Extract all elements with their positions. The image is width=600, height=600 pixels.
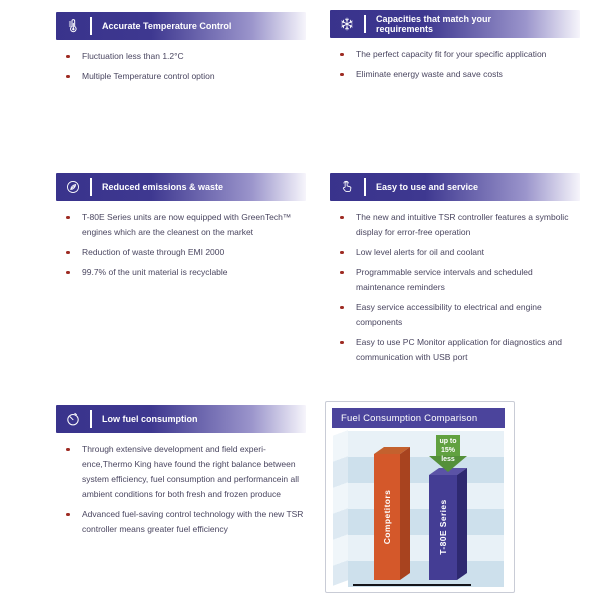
chart-left-wall: [333, 430, 348, 585]
bullet-list: [330, 47, 580, 82]
bullet-text: Through extensive development and field experi-ence,Thermo King have found the right balance between system efficiency, fuel consumption and performancein all ambient conditions for both fresh and frozen produce: [82, 444, 300, 499]
list-item: [330, 335, 580, 365]
fuel-consumption-chart: [325, 401, 515, 593]
bullet-dot: [340, 251, 344, 255]
list-item: [330, 67, 580, 82]
section-accurate-temperature-control: [56, 12, 306, 89]
list-item: [56, 245, 306, 260]
bullet-text: Eliminate energy waste and save costs: [356, 69, 503, 79]
hand-tap-icon: [330, 173, 364, 201]
bullet-dot: [340, 53, 344, 57]
bullet-dot: [340, 306, 344, 310]
section-banner: [56, 12, 306, 40]
bullet-text: Advanced fuel-saving control technology with the new TSR controller means greater fuel efficiency: [82, 509, 304, 534]
bullet-dot: [340, 216, 344, 220]
annotation-line-2: 15%: [440, 447, 456, 454]
chart-bars-svg: [348, 431, 504, 589]
bar-competitors: [374, 447, 410, 580]
list-item: [56, 69, 306, 84]
section-banner: [330, 173, 580, 201]
gauge-icon: [56, 405, 90, 433]
list-item: [330, 245, 580, 260]
bullet-list: [56, 442, 306, 537]
section-title: Easy to use and service: [376, 181, 479, 192]
bullet-dot: [66, 513, 70, 517]
bullet-dot: [66, 271, 70, 275]
section-title: Capacities that match your requirements: [376, 13, 492, 34]
section-capacities: [330, 10, 580, 87]
section-easy-to-use: [330, 173, 580, 370]
bullet-text: The new and intuitive TSR controller features a symbolic display for error-free operation: [356, 212, 569, 237]
list-item: [56, 210, 306, 240]
bullet-text: 99.7% of the unit material is recyclable: [82, 267, 228, 277]
bullet-text: Reduction of waste through EMI 2000: [82, 247, 225, 257]
bullet-dot: [340, 73, 344, 77]
bar-label-competitors: Competitors: [382, 489, 392, 545]
bullet-dot: [66, 216, 70, 220]
bullet-text: The perfect capacity fit for your specific application: [356, 49, 547, 59]
section-title: Accurate Temperature Control: [102, 20, 232, 31]
bullet-dot: [66, 75, 70, 79]
chart-plot-area: [348, 431, 504, 587]
section-low-fuel-consumption: [56, 405, 306, 542]
bar-t80e-series: [429, 468, 467, 580]
thermometer-icon: [56, 12, 90, 40]
list-item: [56, 507, 306, 537]
annotation-line-1: up to: [439, 438, 457, 445]
bullet-text: Fluctuation less than 1.2°C: [82, 51, 184, 61]
bullet-text: T-80E Series units are now equipped with GreenTech™ engines which are the cleanest on the market: [82, 212, 292, 237]
bullet-dot: [66, 55, 70, 59]
bullet-text: Easy service accessibility to electrical and engine components: [356, 302, 542, 327]
bullet-dot: [340, 271, 344, 275]
list-item: [330, 265, 580, 295]
section-reduced-emissions: [56, 173, 306, 285]
bullet-text: Programmable service intervals and scheduled maintenance reminders: [356, 267, 533, 292]
bullet-dot: [340, 341, 344, 345]
snowflake-icon: [330, 10, 364, 38]
bullet-dot: [66, 448, 70, 452]
list-item: [56, 265, 306, 280]
list-item: [56, 49, 306, 64]
bullet-text: Low level alerts for oil and coolant: [356, 247, 485, 257]
bullet-list: [330, 210, 580, 365]
bullet-text: Easy to use PC Monitor application for diagnostics and communication with USB port: [356, 337, 563, 362]
chart-title-banner: [332, 408, 505, 428]
list-item: [56, 442, 306, 502]
section-title: Reduced emissions & waste: [102, 181, 224, 192]
bullet-list: [56, 49, 306, 84]
section-banner: [56, 173, 306, 201]
section-banner: [330, 10, 580, 38]
chart-title: Fuel Consumption Comparison: [341, 412, 478, 424]
bullet-dot: [66, 251, 70, 255]
list-item: [330, 47, 580, 62]
section-title: Low fuel consumption: [102, 413, 198, 424]
bullet-text: Multiple Temperature control option: [82, 71, 215, 81]
list-item: [330, 210, 580, 240]
list-item: [330, 300, 580, 330]
savings-arrow-icon: [429, 435, 467, 472]
section-banner: [56, 405, 306, 433]
bullet-list: [56, 210, 306, 280]
annotation-line-3: less: [441, 456, 455, 463]
leaf-circle-icon: [56, 173, 90, 201]
bar-label-t80e-series: T-80E Series: [438, 499, 448, 555]
